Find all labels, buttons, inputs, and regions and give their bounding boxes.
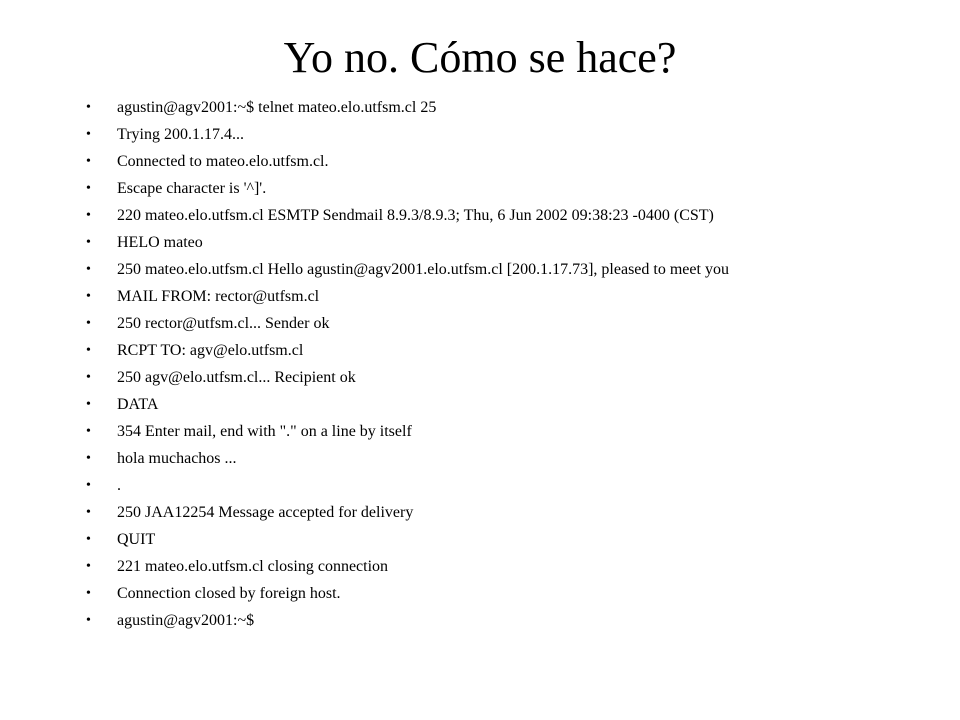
bullet-text: HELO mateo [117,234,203,251]
bullet-text: Connected to mateo.elo.utfsm.cl. [117,153,329,170]
bullet-icon: • [86,505,91,520]
bullet-text: 250 JAA12254 Message accepted for delivery [117,504,414,521]
bullet-text: Connection closed by foreign host. [117,585,341,602]
bullet-item [86,472,926,499]
bullet-text: . [117,477,121,494]
bullet-icon: • [86,586,91,601]
bullet-list [86,94,926,634]
bullet-icon: • [86,235,91,250]
bullet-item [86,283,926,310]
bullet-item [86,148,926,175]
bullet-text: Escape character is '^]'. [117,180,267,197]
bullet-item [86,121,926,148]
bullet-icon: • [86,424,91,439]
bullet-text: Trying 200.1.17.4... [117,126,244,143]
bullet-item [86,229,926,256]
bullet-item [86,175,926,202]
bullet-item [86,580,926,607]
bullet-text: RCPT TO: agv@elo.utfsm.cl [117,342,304,359]
bullet-item [86,553,926,580]
bullet-item [86,256,926,283]
bullet-item [86,526,926,553]
bullet-icon: • [86,262,91,277]
bullet-item [86,202,926,229]
slide-title: Yo no. Cómo se hace? [283,33,677,82]
bullet-icon: • [86,208,91,223]
bullet-item [86,94,926,121]
bullet-text: 354 Enter mail, end with "." on a line by itself [117,423,412,440]
bullet-icon: • [86,613,91,628]
bullet-icon: • [86,559,91,574]
bullet-text: 220 mateo.elo.utfsm.cl ESMTP Sendmail 8.9.3/8.9.3; Thu, 6 Jun 2002 09:38:23 -0400 (CST) [117,207,714,224]
bullet-icon: • [86,181,91,196]
bullet-text: 250 mateo.elo.utfsm.cl Hello agustin@agv2001.elo.utfsm.cl [200.1.17.73], pleased to meet you [117,261,729,278]
bullet-item [86,310,926,337]
bullet-text: 250 rector@utfsm.cl... Sender ok [117,315,330,332]
bullet-text: hola muchachos ... [117,450,237,467]
bullet-icon: • [86,343,91,358]
bullet-icon: • [86,478,91,493]
bullet-text: MAIL FROM: rector@utfsm.cl [117,288,320,305]
bullet-item [86,364,926,391]
bullet-icon: • [86,154,91,169]
bullet-icon: • [86,100,91,115]
bullet-item [86,391,926,418]
bullet-icon: • [86,532,91,547]
bullet-item [86,445,926,472]
bullet-text: DATA [117,396,159,413]
bullet-icon: • [86,316,91,331]
bullet-icon: • [86,289,91,304]
bullet-icon: • [86,451,91,466]
bullet-item [86,607,926,634]
bullet-icon: • [86,370,91,385]
bullet-item [86,337,926,364]
bullet-item [86,418,926,445]
bullet-text: agustin@agv2001:~$ telnet mateo.elo.utfsm.cl 25 [117,99,437,116]
bullet-text: 250 agv@elo.utfsm.cl... Recipient ok [117,369,356,386]
bullet-text: QUIT [117,531,156,548]
bullet-text: agustin@agv2001:~$ [117,612,255,629]
bullet-item [86,499,926,526]
bullet-icon: • [86,397,91,412]
bullet-text: 221 mateo.elo.utfsm.cl closing connection [117,558,389,575]
bullet-icon: • [86,127,91,142]
